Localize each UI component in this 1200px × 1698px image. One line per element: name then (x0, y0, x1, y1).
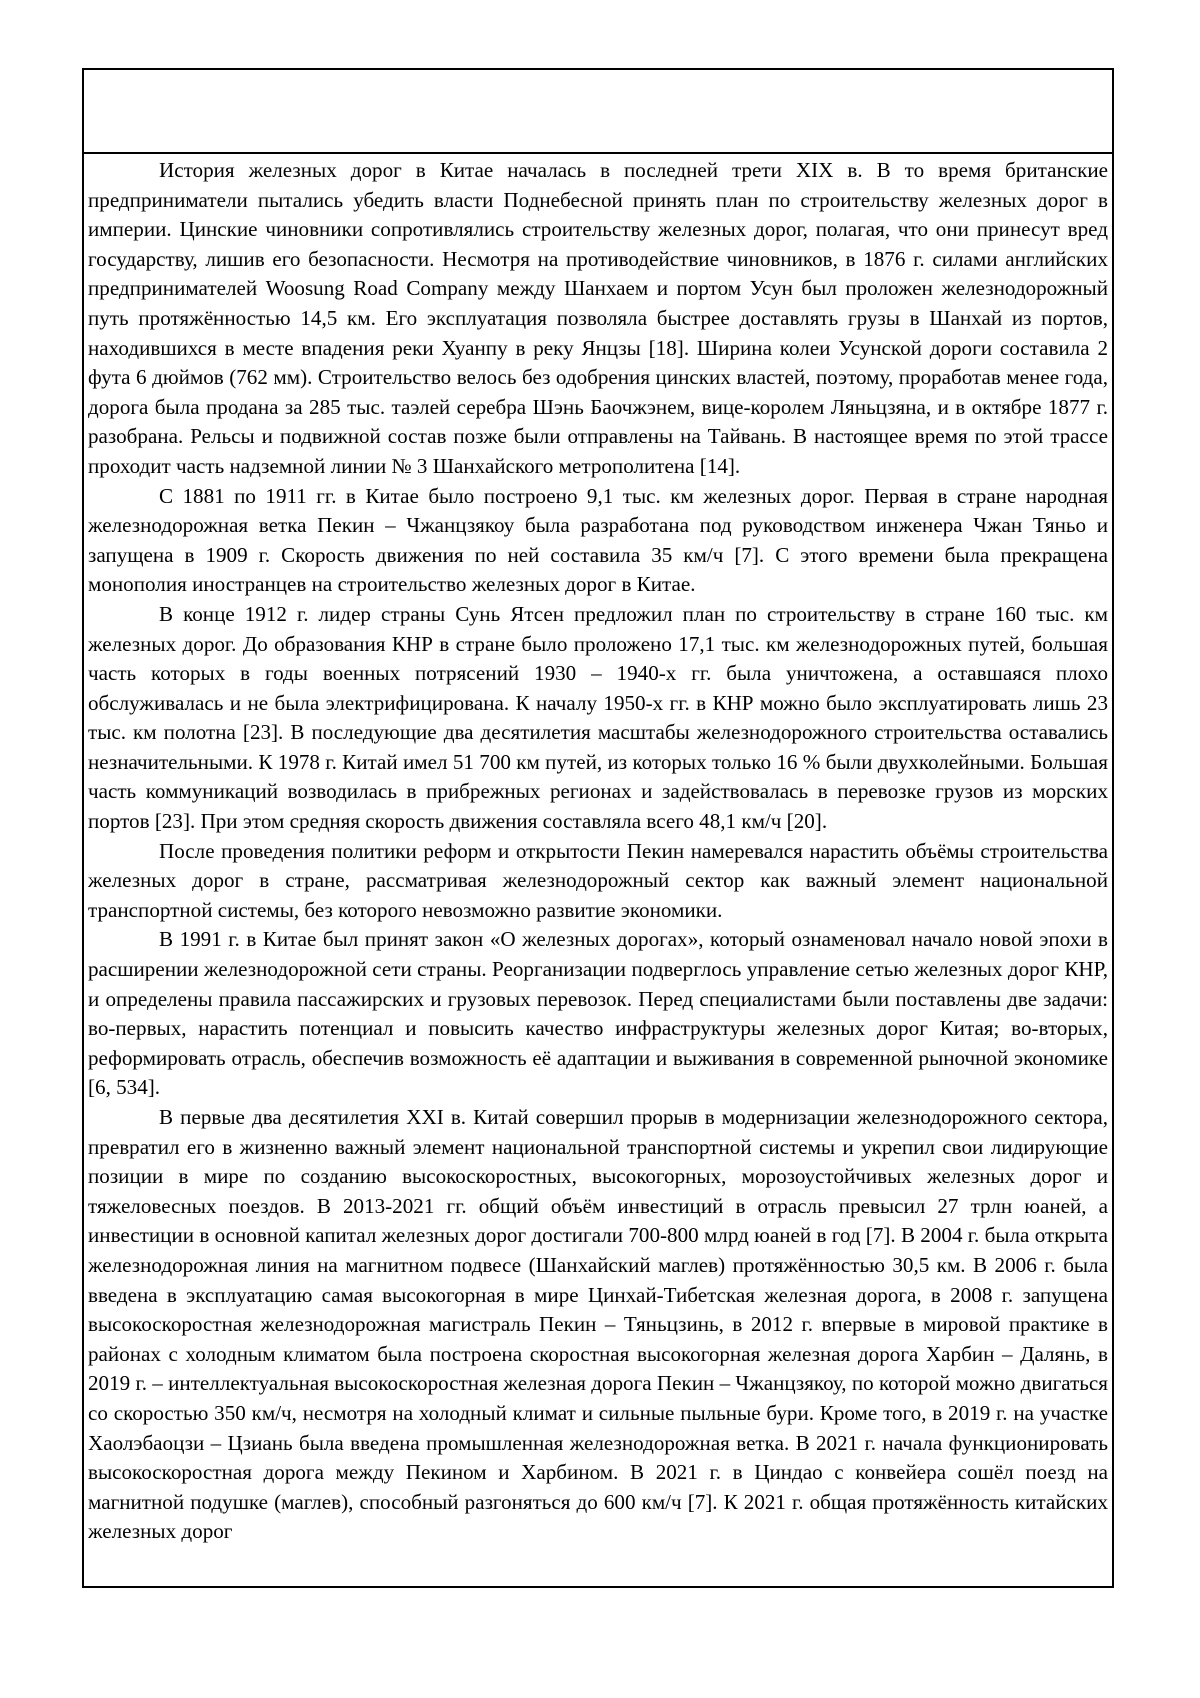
paragraph: В конце 1912 г. лидер страны Сунь Ятсен предложил план по строительству в стране 160 тыс. км железных дорог. До образования КНР в стране было проложено 17,1 тыс. км железнодорожных путей, большая часть которых в годы военных потрясений 1930 – 1940-х гг. была уничтожена, а оставшаяся плохо обслуживалась и не была электрифицирована. К началу 1950-х гг. в КНР можно было эксплуатировать лишь 23 тыс. км полотна [23]. В последующие два десятилетия масштабы железнодорожного строительства оставались незначительными. К 1978 г. Китай имел 51 700 км путей, из которых только 16 % были двухколейными. Большая часть коммуникаций возводилась в прибрежных регионах и задействовалась в перевозке грузов из морских портов [23]. При этом средняя скорость движения составляла всего 48,1 км/ч [20]. (88, 601, 1108, 834)
paragraph: После проведения политики реформ и открытости Пекин намеревался нарастить объёмы строительства железных дорог в стране, рассматривая железнодорожный сектор как важный элемент национальной транспортной системы, без которого невозможно развитие экономики. (88, 838, 1108, 922)
paragraph: С 1881 по 1911 гг. в Китае было построено 9,1 тыс. км железных дорог. Первая в стране народная железнодорожная ветка Пекин – Чжанцзякоу была разработана под руководством инженера Чжан Тяньо и запущена в 1909 г. Скорость движения по ней составила 35 км/ч [7]. С этого времени была прекращена монополия иностранцев на строительство железных дорог в Китае. (88, 483, 1108, 597)
page-frame (82, 68, 1114, 1588)
header-box (84, 70, 1112, 154)
article-body (88, 156, 1108, 1586)
paragraph: В 1991 г. в Китае был принят закон «О железных дорогах», который ознаменовал начало новой эпохи в расширении железнодорожной сети страны. Реорганизации подверглось управление сетью железных дорог КНР, и определены правила пассажирских и грузовых перевозок. Перед специалистами были поставлены две задачи: во-первых, нарастить потенциал и повысить качество инфраструктуры железных дорог Китая; во-вторых, реформировать отрасль, обеспечив возможность её адаптации и выживания в современной рыночной экономике [6, 534]. (88, 927, 1108, 1100)
paragraph: В первые два десятилетия XXI в. Китай совершил прорыв в модернизации железнодорожного сектора, превратил его в жизненно важный элемент национальной транспортной системы и укрепил свои лидирующие позиции в мире по созданию высокоскоростных, высокогорных, морозоустойчивых железных дорог и тяжеловесных поездов. В 2013-2021 гг. общий объём инвестиций в отрасль превысил 27 трлн юаней, а инвестиции в основной капитал железных дорог достигали 700-800 млрд юаней в год [7]. В 2004 г. была открыта железнодорожная линия на магнитном подвесе (Шанхайский маглев) протяжённостью 30,5 км. В 2006 г. была введена в эксплуатацию самая высокогорная в мире Цинхай-Тибетская железная дорога, в 2008 г. запущена высокоскоростная железнодорожная магистраль Пекин – Тяньцзинь, в 2012 г. впервые в мировой практике в районах с холодным климатом была построена скоростная высокогорная железная дорога Харбин – Далянь, в 2019 г. – интеллектуальная высокоскоростная железная дорога Пекин – Чжанцзякоу, по которой можно двигаться со скоростью 350 км/ч, несмотря на холодный климат и сильные пыльные бури. Кроме того, в 2019 г. на участке Хаолэбаоцзи – Цзиань была введена промышленная железнодорожная ветка. В 2021 г. начала функционировать высокоскоростная дорога между Пекином и Харбином. В 2021 г. в Циндао с конвейера сошёл поезд на магнитной подушке (маглев), способный разгоняться до 600 км/ч [7]. К 2021 г. общая протяжённость китайских железных дорог (88, 1105, 1108, 1544)
paragraph: История железных дорог в Китае началась в последней трети XIX в. В то время британские предприниматели пытались убедить власти Поднебесной принять план по строительству железных дорог в империи. Цинские чиновники сопротивлялись строительству железных дорог, полагая, что они принесут вред государству, лишив его безопасности. Несмотря на противодействие чиновников, в 1876 г. силами английских предпринимателей Woosung Road Company между Шанхаем и портом Усун был проложен железнодорожный путь протяжённостью 14,5 км. Его эксплуатация позволяла быстрее доставлять грузы в Шанхай из портов, находившихся в месте впадения реки Хуанпу в реку Янцзы [18]. Ширина колеи Усунской дороги составила 2 фута 6 дюймов (762 мм). Строительство велось без одобрения цинских властей, поэтому, проработав менее года, дорога была продана за 285 тыс. таэлей серебра Шэнь Баочжэнем, вице-королем Ляньцзяна, и в октябре 1877 г. разобрана. Рельсы и подвижной состав позже были отправлены на Тайвань. В настоящее время по этой трассе проходит часть надземной линии № 3 Шанхайского метрополитена [14]. (88, 158, 1108, 478)
